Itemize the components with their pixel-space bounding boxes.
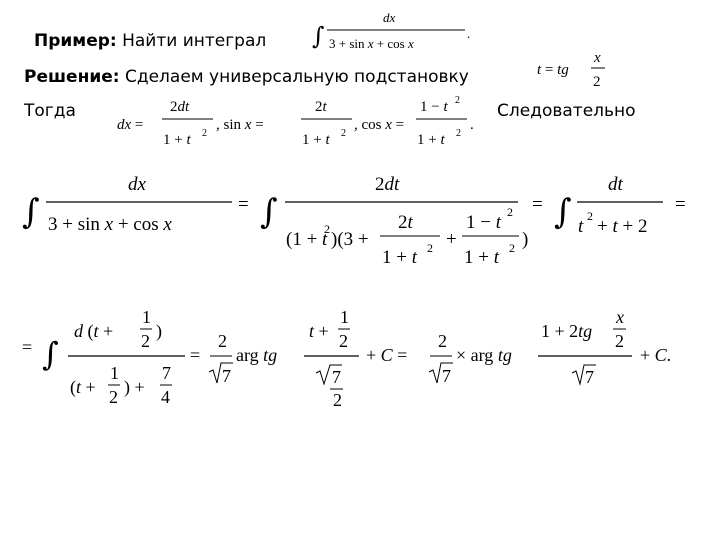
svg-text:)(3 +: )(3 + [331, 229, 369, 250]
svg-text:3 + sin x + cos x: 3 + sin x + cos x [48, 214, 172, 235]
integral-statement-formula [310, 2, 480, 60]
svg-text:=: = [675, 194, 686, 215]
svg-text:∫: ∫ [42, 335, 59, 373]
final-result-formula [20, 303, 690, 415]
svg-text:d (t +: d (t + [74, 321, 114, 341]
svg-text:t: t [578, 216, 584, 237]
substitution-formula [532, 38, 622, 94]
svg-text:2: 2 [218, 331, 227, 351]
svg-text:2: 2 [427, 241, 433, 255]
svg-text:+ t + 2: + t + 2 [597, 216, 648, 237]
svg-text:=: = [22, 337, 33, 357]
svg-text:dx: dx [128, 174, 146, 195]
then-word: Тогда [24, 101, 76, 121]
svg-text:x: x [594, 50, 601, 66]
svg-text:+: + [446, 229, 457, 250]
svg-text:7: 7 [162, 363, 171, 383]
svg-text:1 + t: 1 + t [464, 247, 499, 268]
svg-text:∫: ∫ [260, 192, 278, 232]
substitution-relations-formula [115, 88, 495, 158]
svg-text:arg tg: arg tg [236, 345, 278, 365]
main-integral-formula [20, 160, 710, 275]
svg-text:+ C =: + C = [366, 345, 408, 365]
svg-text:t +: t + [309, 321, 329, 341]
svg-text:2dt: 2dt [170, 99, 190, 115]
svg-text:7: 7 [585, 367, 594, 387]
svg-text:4: 4 [161, 387, 170, 407]
svg-text:7: 7 [442, 366, 451, 386]
svg-text:1 − t: 1 − t [420, 99, 448, 115]
svg-text:7: 7 [222, 366, 231, 386]
svg-text:1: 1 [142, 307, 151, 327]
svg-text:, sin x =: , sin x = [216, 117, 264, 133]
svg-text:dx: dx [383, 10, 396, 25]
svg-text:2dt: 2dt [375, 174, 400, 195]
svg-text:1 + t: 1 + t [302, 132, 330, 148]
svg-text:2t: 2t [315, 99, 327, 115]
svg-text:): ) [522, 229, 529, 250]
svg-text:2: 2 [333, 390, 342, 410]
svg-text:× arg tg: × arg tg [456, 345, 512, 365]
svg-text:1 + t: 1 + t [417, 132, 445, 148]
svg-text:+ C.: + C. [640, 345, 672, 365]
svg-text:2: 2 [339, 331, 348, 351]
svg-text:2t: 2t [398, 212, 413, 233]
svg-text:2: 2 [438, 331, 447, 351]
solution-label: Решение: [24, 67, 120, 87]
svg-text:x: x [616, 307, 624, 327]
svg-text:2: 2 [141, 331, 150, 351]
svg-text:1 + t: 1 + t [382, 247, 417, 268]
svg-text:(t +: (t + [70, 377, 96, 397]
therefore-word: Следовательно [497, 101, 636, 121]
svg-text:1 − t: 1 − t [466, 212, 501, 233]
svg-text:∫: ∫ [22, 192, 40, 232]
example-text: Найти интеграл [122, 31, 267, 51]
svg-text:(1 + t: (1 + t [286, 229, 328, 250]
svg-text:2: 2 [507, 205, 513, 219]
example-label: Пример: [34, 31, 117, 51]
svg-text:2: 2 [593, 74, 601, 90]
svg-text:=: = [190, 345, 201, 365]
svg-text:2: 2 [509, 241, 515, 255]
svg-text:3 + sin x + cos x: 3 + sin x + cos x [329, 36, 414, 51]
svg-text:∫: ∫ [312, 22, 325, 50]
svg-text:dx =: dx = [117, 117, 144, 133]
svg-text:dt: dt [608, 174, 623, 195]
svg-text:1 + t: 1 + t [163, 132, 191, 148]
svg-text:1: 1 [340, 307, 349, 327]
svg-text:1 + 2tg: 1 + 2tg [541, 321, 593, 341]
svg-text:.: . [467, 26, 471, 41]
svg-text:2: 2 [456, 128, 461, 139]
svg-text:2: 2 [341, 128, 346, 139]
svg-text:2: 2 [455, 95, 460, 106]
svg-text:=: = [532, 194, 543, 215]
svg-text:) +: ) + [124, 377, 145, 397]
solution-text: Сделаем универсальную подстановку [124, 67, 469, 87]
svg-text:2: 2 [109, 387, 118, 407]
svg-text:=: = [238, 194, 249, 215]
svg-text:t = tg: t = tg [537, 62, 569, 78]
svg-text:2: 2 [587, 209, 593, 223]
svg-text:2: 2 [324, 222, 330, 236]
svg-text:, cos x =: , cos x = [354, 117, 405, 133]
svg-text:2: 2 [615, 331, 624, 351]
svg-text:1: 1 [110, 363, 119, 383]
svg-text:∫: ∫ [554, 192, 572, 232]
example-line [34, 31, 266, 51]
svg-text:.: . [470, 117, 474, 133]
solution-line [24, 67, 469, 87]
svg-text:): ) [156, 321, 162, 341]
svg-text:7: 7 [332, 367, 341, 387]
svg-text:2: 2 [202, 128, 207, 139]
